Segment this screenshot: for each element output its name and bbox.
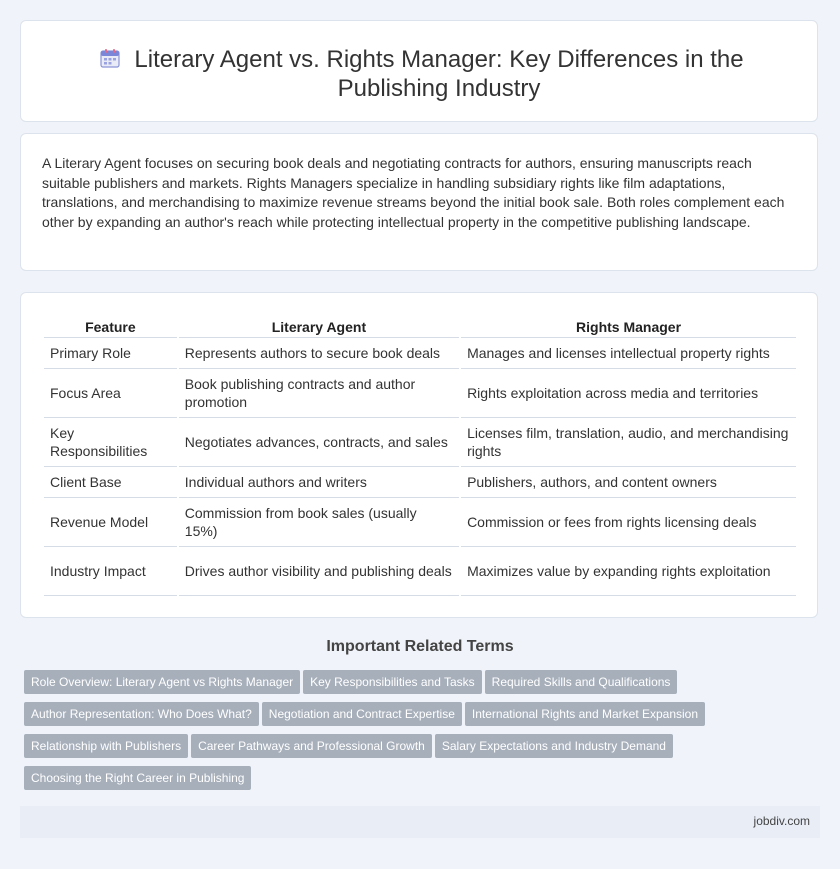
- related-term-tag[interactable]: International Rights and Market Expansion: [465, 702, 705, 726]
- related-term-tag[interactable]: Salary Expectations and Industry Demand: [435, 734, 673, 758]
- related-term-tag[interactable]: Choosing the Right Career in Publishing: [24, 766, 251, 790]
- table-cell: Industry Impact: [44, 547, 177, 596]
- table-cell: Publishers, authors, and content owners: [461, 467, 796, 498]
- table-row: [44, 498, 796, 547]
- table-row: [44, 369, 796, 418]
- related-term-tag[interactable]: Relationship with Publishers: [24, 734, 188, 758]
- table-cell: Primary Role: [44, 338, 177, 369]
- related-term-tag[interactable]: Key Responsibilities and Tasks: [303, 670, 482, 694]
- table-row: [44, 418, 796, 467]
- related-terms-heading: Important Related Terms: [326, 638, 514, 655]
- page-title: Literary Agent vs. Rights Manager: Key Differences in the Publishing Industry: [134, 46, 744, 102]
- intro-card: [20, 133, 818, 271]
- table-cell: Licenses film, translation, audio, and merchandising rights: [461, 418, 796, 467]
- table-cell: Revenue Model: [44, 498, 177, 547]
- table-cell: Negotiates advances, contracts, and sales: [179, 418, 459, 467]
- table-cell: Maximizes value by expanding rights exploitation: [461, 547, 796, 596]
- column-header-literary-agent: Literary Agent: [179, 317, 459, 338]
- title-card: [20, 20, 818, 122]
- table-cell: Drives author visibility and publishing deals: [179, 547, 459, 596]
- footer: [20, 806, 820, 838]
- table-cell: Rights exploitation across media and territories: [461, 369, 796, 418]
- table-header-row: [44, 317, 796, 338]
- related-term-tag[interactable]: Author Representation: Who Does What?: [24, 702, 259, 726]
- table-cell: Client Base: [44, 467, 177, 498]
- column-header-rights-manager: Rights Manager: [461, 317, 796, 338]
- intro-paragraph: A Literary Agent focuses on securing book deals and negotiating contracts for authors, ensuring manuscripts reach suitable publishers and markets. Rights Managers specialize in handling subsidiary rights like film adaptations, translations, and merchandising to maximize revenue streams beyond the initial book sale. Both roles complement each other by expanding an author's reach while protecting intellectual property in the competitive publishing landscape.: [42, 155, 785, 230]
- footer-site-link[interactable]: jobdiv.com: [753, 814, 810, 828]
- related-term-tag[interactable]: Required Skills and Qualifications: [485, 670, 678, 694]
- table-cell: Commission from book sales (usually 15%): [179, 498, 459, 547]
- table-cell: Individual authors and writers: [179, 467, 459, 498]
- column-header-feature: Feature: [44, 317, 177, 338]
- comparison-card: [20, 292, 818, 618]
- table-cell: Key Responsibilities: [44, 418, 177, 467]
- table-row: [44, 467, 796, 498]
- related-terms-list: [24, 670, 824, 798]
- table-row: [44, 547, 796, 596]
- related-term-tag[interactable]: Career Pathways and Professional Growth: [191, 734, 432, 758]
- related-term-tag[interactable]: Negotiation and Contract Expertise: [262, 702, 462, 726]
- table-cell: Commission or fees from rights licensing deals: [461, 498, 796, 547]
- related-term-tag[interactable]: Role Overview: Literary Agent vs Rights Manager: [24, 670, 300, 694]
- table-cell: Represents authors to secure book deals: [179, 338, 459, 369]
- table-cell: Focus Area: [44, 369, 177, 418]
- table-cell: Book publishing contracts and author promotion: [179, 369, 459, 418]
- table-row: [44, 338, 796, 369]
- comparison-table: [42, 317, 798, 596]
- table-cell: Manages and licenses intellectual property rights: [461, 338, 796, 369]
